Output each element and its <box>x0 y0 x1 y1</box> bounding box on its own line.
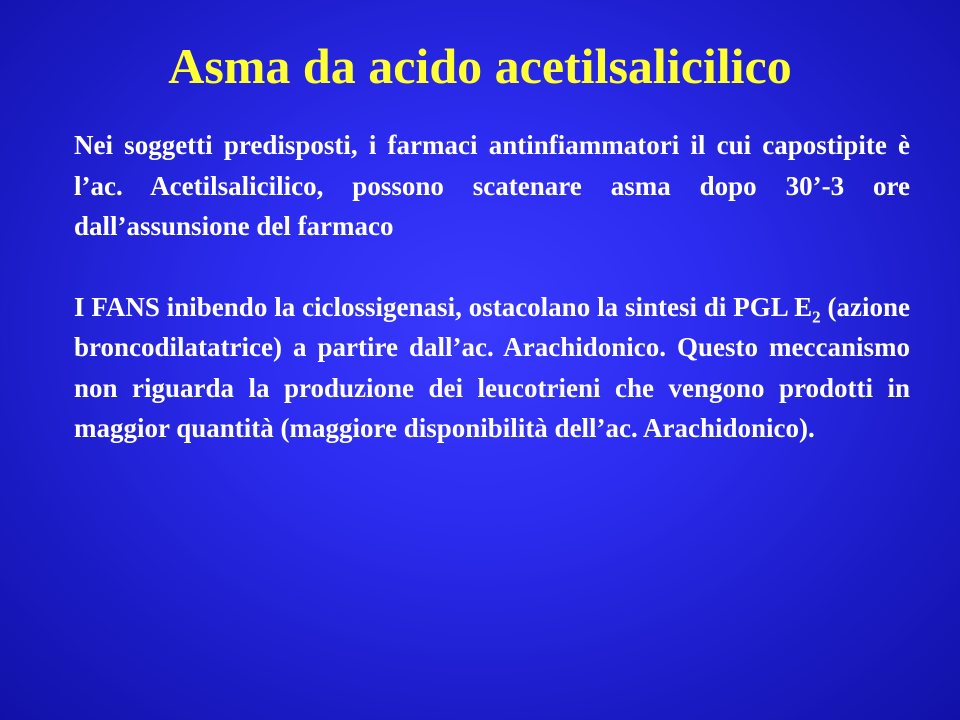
subscript-2: 2 <box>812 306 821 326</box>
slide-body <box>74 125 910 449</box>
paragraph-1: Nei soggetti predisposti, i farmaci antinfiammatori il cui capostipite è l’ac. Acetilsalicilico, possono scatenare asma dopo 30’-3 ore dall’assunsione del farmaco <box>74 130 910 241</box>
paragraph-2-text-start: I FANS inibendo la ciclossigenasi, ostacolano la sintesi di PGL E <box>74 291 813 322</box>
paragraph-2-text-end: (azione broncodilatatrice) a partire dall’ac. Arachidonico. Questo meccanismo non riguarda la produzione dei leucotrieni che vengono prodotti in maggior quantità (maggiore disponibilità dell’ac. Arachidonico). <box>74 291 910 443</box>
paragraph-2 <box>74 287 910 449</box>
slide-title: Asma da acido acetilsalicilico <box>168 38 792 94</box>
paragraph-gap <box>74 247 910 287</box>
